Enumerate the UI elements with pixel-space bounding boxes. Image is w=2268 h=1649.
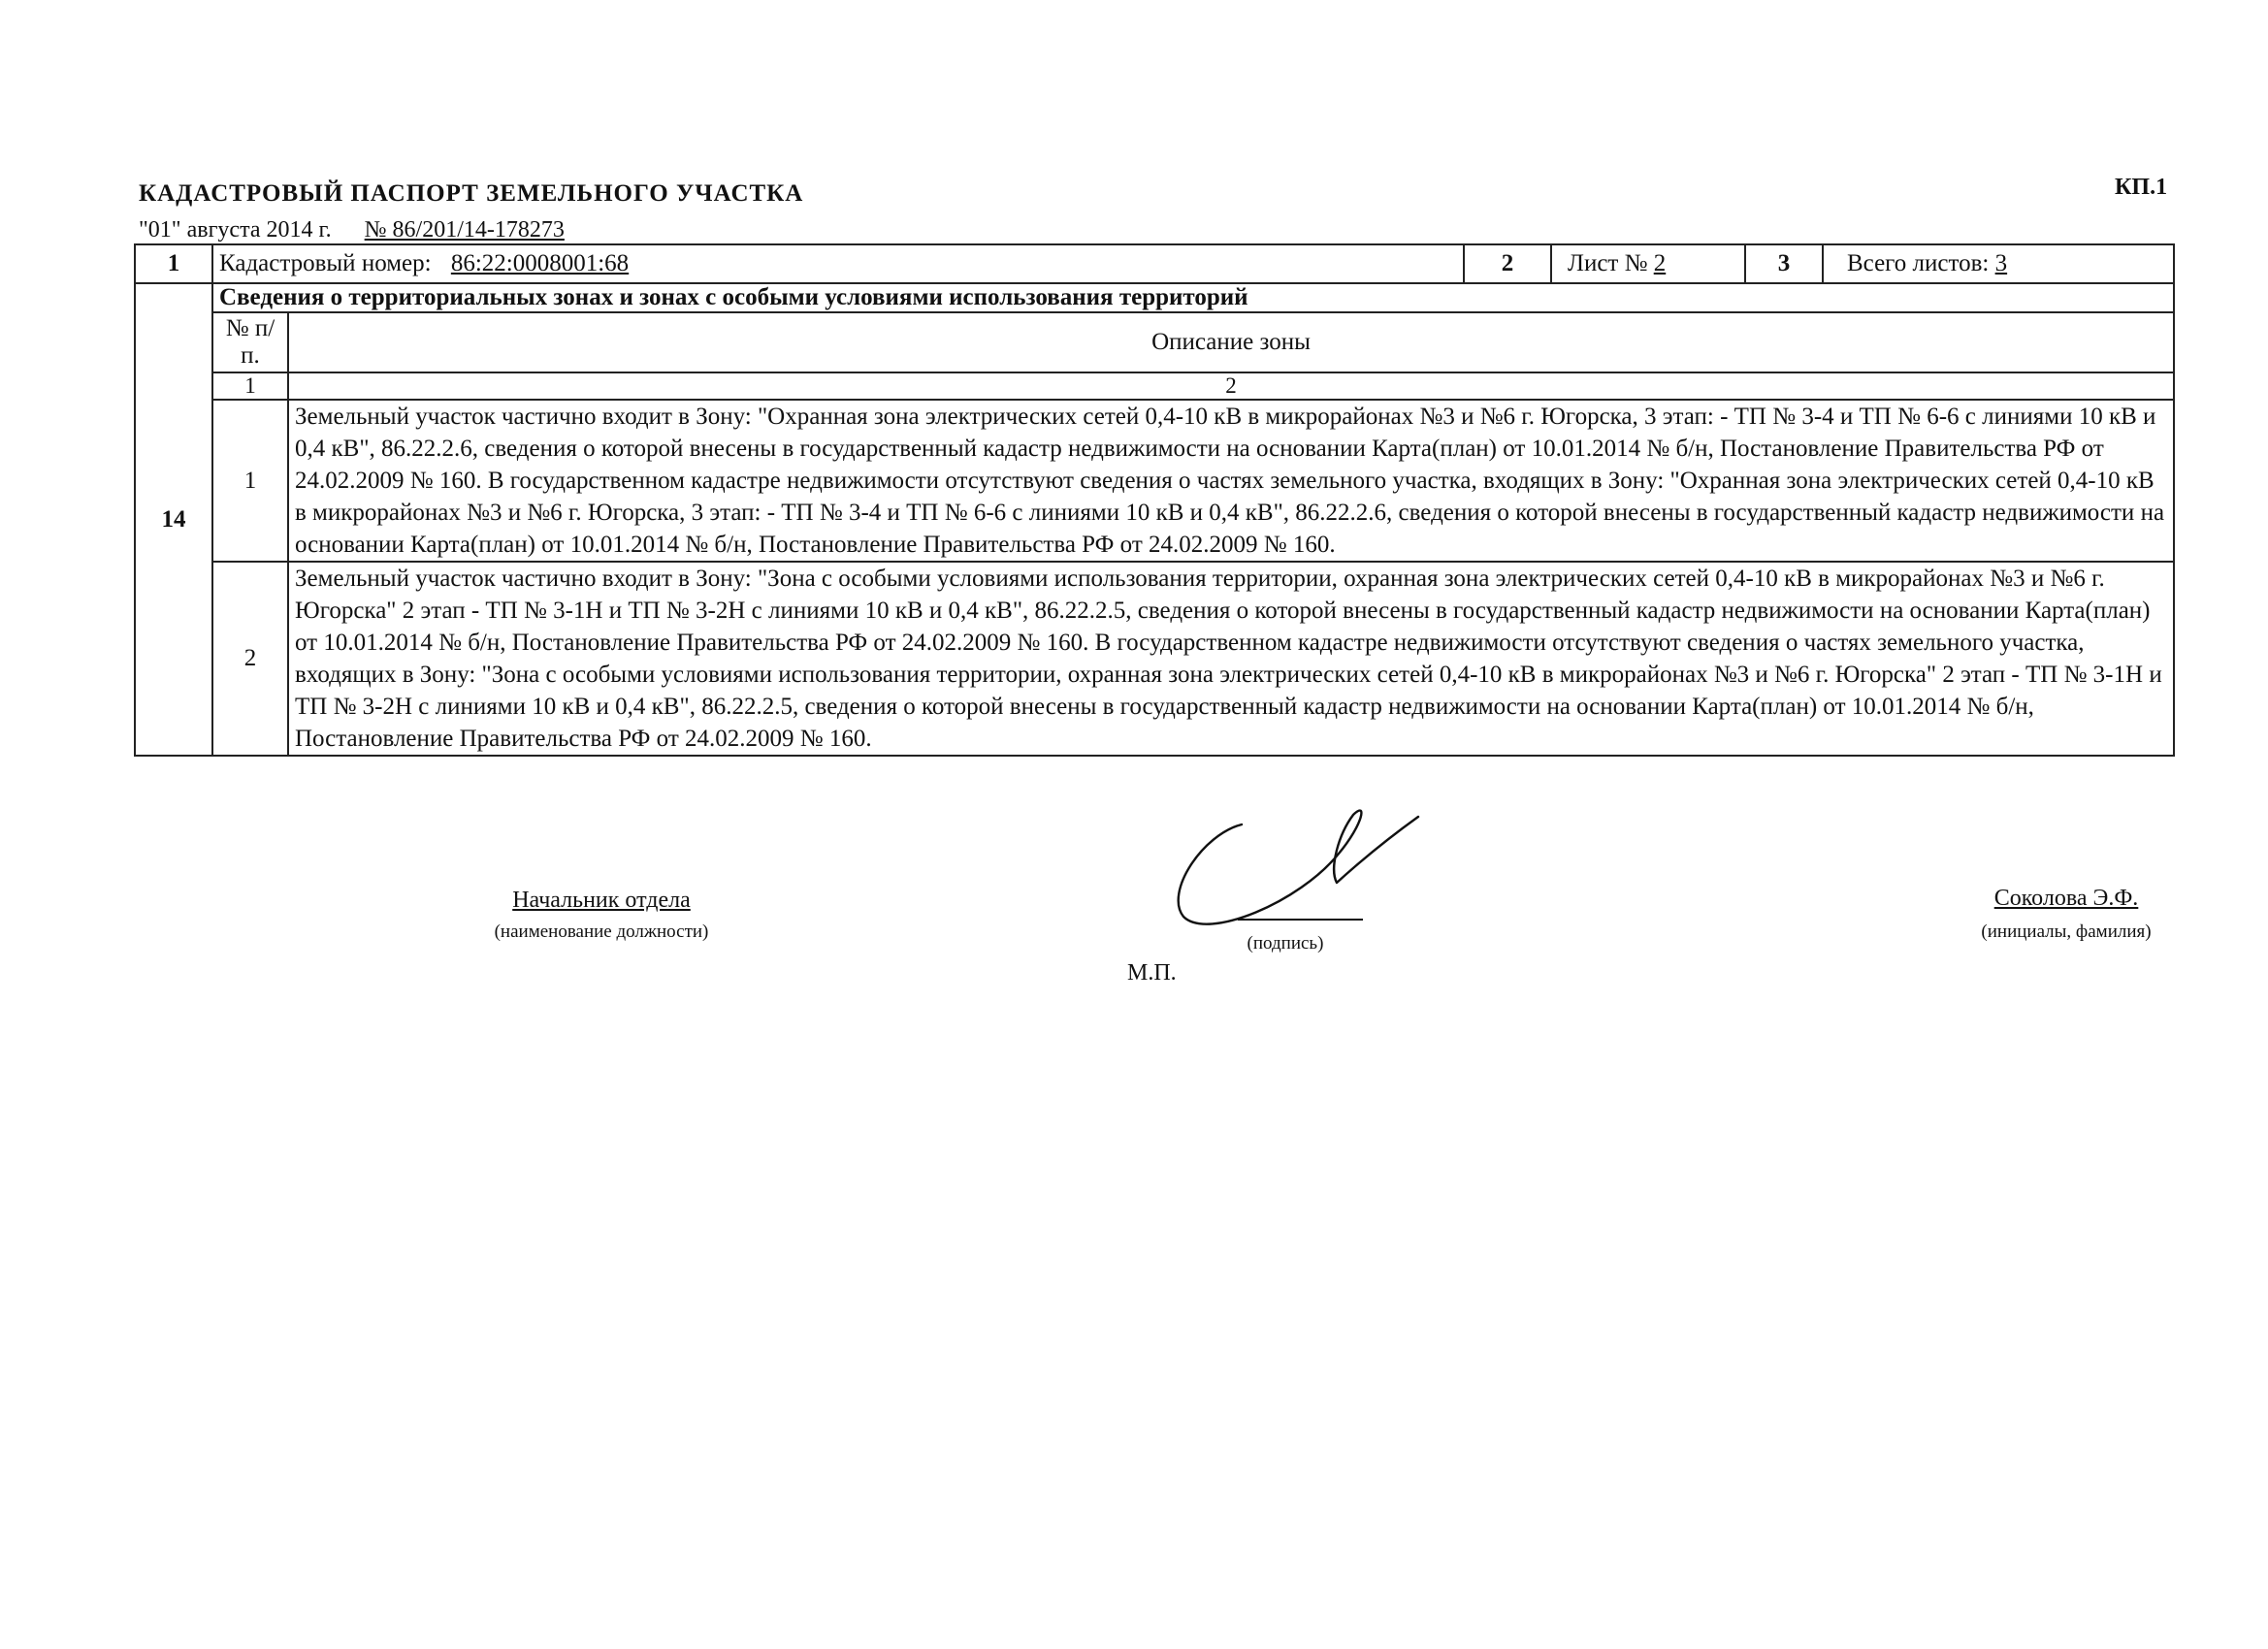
col-index-1: 1	[212, 372, 288, 400]
cadastral-value: 86:22:0008001:68	[450, 250, 630, 276]
issue-line	[139, 217, 565, 243]
position-block	[456, 888, 747, 943]
sheet-label: Лист №	[1568, 250, 1648, 276]
zone-row	[135, 400, 2174, 562]
row-number-1: 1	[135, 244, 212, 283]
sheet-cell	[1551, 244, 1745, 283]
name-block	[1950, 886, 2183, 943]
cadastral-label: Кадастровый номер:	[219, 250, 432, 276]
total-sheets-cell	[1823, 244, 2174, 283]
position-caption: (наименование должности)	[494, 922, 709, 942]
zone-description: Земельный участок частично входит в Зону: "Зона с особыми условиями использования территории, охранная зона электрических сетей 0,4-10 кВ в микрорайонах №3 и №6 г. Югорска" 2 этап - ТП № 3-1Н и ТП № 3-2Н с линиями 10 кВ и 0,4 кВ", 86.22.2.5, сведения о которой внесены в государственный кадастр недвижимости на основании Карта(план) от 10.01.2014 № б/н, Постановление Правительства РФ от 24.02.2009 № 160. В государственном кадастре недвижимости отсутствуют сведения о частях земельного участка, входящих в Зону: "Зона с особыми условиями использования территории, охранная зона электрических сетей 0,4-10 кВ в микрорайонах №3 и №6 г. Югорска" 2 этап - ТП № 3-1Н и ТП № 3-2Н с линиями 10 кВ и 0,4 кВ", 86.22.2.5, сведения о которой внесены в государственный кадастр недвижимости на основании Карта(план) от 10.01.2014 № б/н, Постановление Правительства РФ от 24.02.2009 № 160.	[288, 562, 2174, 756]
signatory-name: Соколова Э.Ф.	[1993, 886, 2139, 911]
total-sheets-value: 3	[1994, 250, 2008, 276]
name-caption: (инициалы, фамилия)	[1981, 922, 2152, 942]
col-num-header: № п/п.	[212, 312, 288, 372]
row-number-3: 3	[1745, 244, 1823, 283]
issue-date: "01" августа 2014 г.	[139, 217, 332, 242]
position-title: Начальник отдела	[512, 888, 691, 913]
section-title: Сведения о территориальных зонах и зонах с особыми условиями использования территорий	[212, 283, 2174, 312]
sheet-value: 2	[1653, 250, 1667, 276]
signature-image	[1164, 795, 1436, 941]
signature-caption-block	[1213, 933, 1358, 954]
section-title-row	[135, 283, 2174, 312]
header-row	[135, 244, 2174, 283]
column-index-row	[135, 372, 2174, 400]
zone-description: Земельный участок частично входит в Зону: "Охранная зона электрических сетей 0,4-10 кВ в микрорайонах №3 и №6 г. Югорска, 3 этап: - ТП № 3-4 и ТП № 6-6 с линиями 10 кВ и 0,4 кВ", 86.22.2.6, сведения о которой внесены в государственный кадастр недвижимости на основании Карта(план) от 10.01.2014 № б/н, Постановление Правительства РФ от 24.02.2009 № 160. В государственном кадастре недвижимости отсутствуют сведения о частях земельного участка, входящих в Зону: "Охранная зона электрических сетей 0,4-10 кВ в микрорайонах №3 и №6 г. Югорска, 3 этап: - ТП № 3-4 и ТП № 6-6 с линиями 10 кВ и 0,4 кВ", 86.22.2.6, сведения о которой внесены в государственный кадастр недвижимости на основании Карта(план) от 10.01.2014 № б/н, Постановление Правительства РФ от 24.02.2009 № 160.	[288, 400, 2174, 562]
stamp-place: М.П.	[1127, 960, 1177, 986]
form-code: КП.1	[2115, 175, 2168, 200]
total-sheets-label: Всего листов:	[1847, 250, 1990, 276]
zones-table	[134, 243, 2175, 757]
row-number-2: 2	[1464, 244, 1551, 283]
signature-caption: (подпись)	[1247, 933, 1324, 954]
zone-number: 1	[212, 400, 288, 562]
col-index-2: 2	[288, 372, 2174, 400]
zone-number: 2	[212, 562, 288, 756]
cadastral-number-cell	[212, 244, 1464, 283]
registration-number: № 86/201/14-178273	[364, 217, 565, 242]
section-number: 14	[135, 283, 212, 756]
col-desc-header: Описание зоны	[288, 312, 2174, 372]
column-headers-row	[135, 312, 2174, 372]
zone-row	[135, 562, 2174, 756]
document-title: КАДАСТРОВЫЙ ПАСПОРТ ЗЕМЕЛЬНОГО УЧАСТКА	[139, 180, 804, 207]
